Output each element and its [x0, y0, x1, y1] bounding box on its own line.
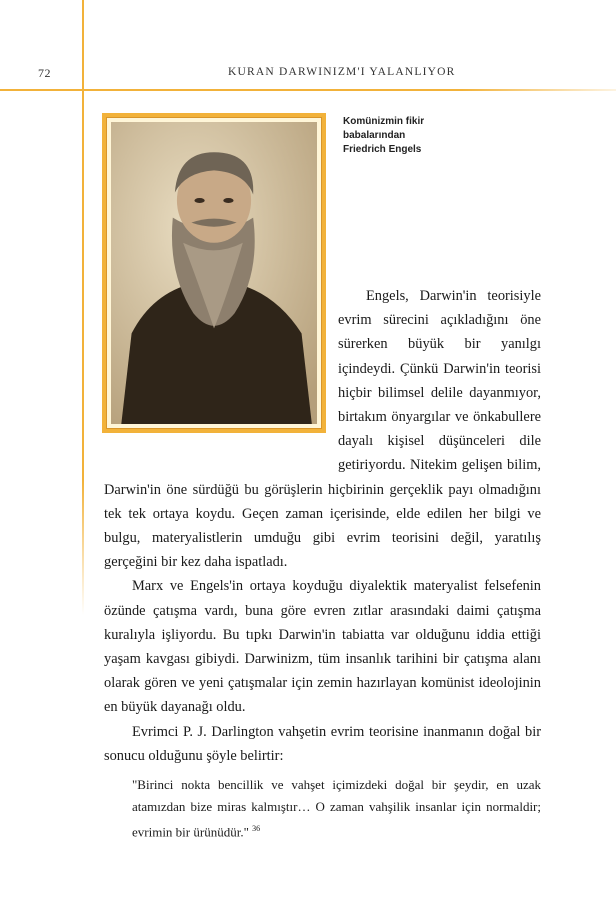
figure-wrap-spacer: [104, 284, 338, 474]
block-quote: [132, 774, 541, 843]
paragraph: Marx ve Engels'in ortaya koyduğu diyalektik materyalist felsefenin özünde çatışma vardı, buna göre evren zıtlar arasındaki daimi çatışma kuralıyla işliyordu. Bu tıpkı Darwin'in tabiatta var olduğunu iddia ettiği yaşam kavgası gibiydi. Darwinizm, tüm insanlık tarihini bir çatışma alanı olarak gören ve yeni çatışmalar için zemin hazırlayan komünist ideolojinin en büyük dayanağı oldu.: [104, 578, 541, 716]
body-text: [104, 284, 541, 843]
caption-line: babalarından: [343, 130, 406, 141]
caption-line: Komünizmin fikir: [343, 116, 425, 127]
figure-caption: [343, 115, 483, 157]
vertical-accent-rule: [82, 0, 84, 615]
footnote-reference: 36: [252, 824, 261, 834]
paragraph: Evrimci P. J. Darlington vahşetin evrim teorisine inanmanın doğal bir sonucu olduğunu şöyle belirtir:: [104, 723, 541, 764]
quote-text: "Birinci nokta bencillik ve vahşet içimizdeki doğal bir şeydir, en uzak atamızdan bize miras kalmıştır… O zaman vahşilik insanlar için normaldir; evrimin bir ürünüdür.": [132, 777, 541, 840]
caption-line: Friedrich Engels: [343, 144, 422, 155]
running-title: KURAN DARWINIZM'I YALANLIYOR: [228, 66, 456, 78]
paragraph: Engels, Darwin'in teorisiyle evrim sürecini açıkladığını öne sürerken büyük bir yanılgı içindeydi. Çünkü Darwin'in teorisi hiçbir bilimsel delile dayanmıyor, birtakım önyargılar ve önkabullere dayalı kişisel düşünceleri dile getiriyordu. Nitekim gelişen bilim, Darwin'in öne sürdüğü bu görüşlerin hiçbirinin gerçeklik payı olmadığını tek tek ortaya koydu. Geçen zaman içerisinde, elde edilen her bilgi ve bulgu, materyalistlerin umduğu gibi evrim teorisini değil, yaratılış gerçeğini bir kez daha ispatladı.: [104, 288, 541, 571]
page-number: 72: [38, 66, 51, 80]
header-accent-rule: [0, 89, 616, 91]
